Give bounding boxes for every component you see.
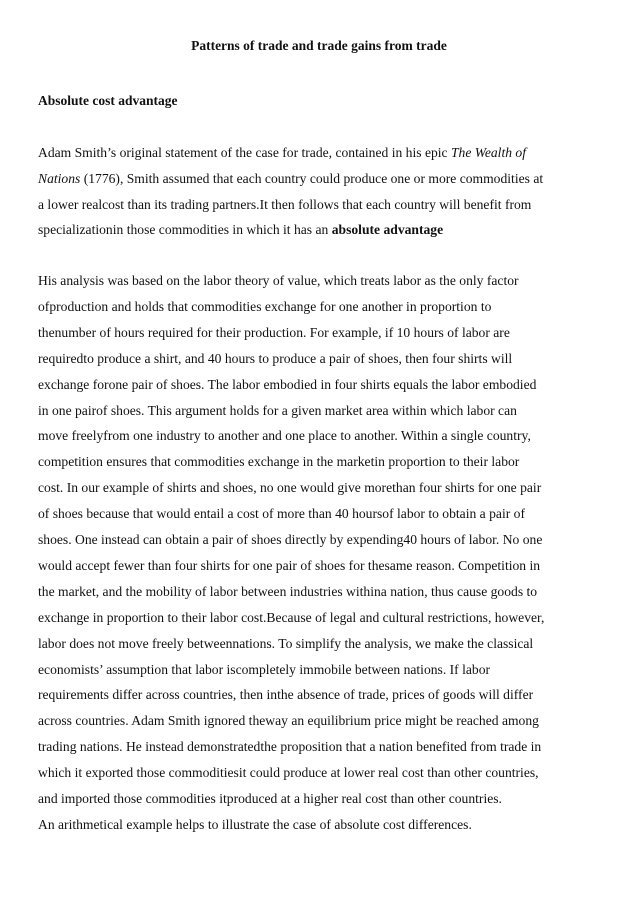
text-run: specializationin those commodities in which it has an (38, 222, 332, 237)
paragraph-line: economists’ assumption that labor iscompletely immobile between nations. If labor (38, 661, 491, 677)
paragraph-line: ofproduction and holds that commodities exchange for one another in proportion to (38, 298, 492, 314)
paragraph-line: which it exported those commoditiesit could produce at lower real cost than other countries, (38, 765, 539, 781)
paragraph-line: exchange forone pair of shoes. The labor embodied in four shirts equals the labor embodied (38, 376, 537, 392)
paragraph-line: the market, and the mobility of labor between industries withina nation, thus cause goods to (38, 583, 538, 599)
paragraph-line: trading nations. He instead demonstratedthe proposition that a nation benefited from trade in (38, 739, 542, 755)
paragraph-line: thenumber of hours required for their production. For example, if 10 hours of labor are (38, 324, 510, 340)
paragraph-line: cost. In our example of shirts and shoes, no one would give morethan four shirts for one pair (38, 480, 542, 496)
text-run: (1776), Smith assumed that each country could produce one or more commodities at (80, 171, 544, 186)
paragraph-line (38, 221, 443, 239)
book-title-italic: The Wealth of (450, 145, 527, 160)
text-run: Adam Smith’s original statement of the case for trade, contained in his epic (38, 145, 451, 160)
key-term-bold: absolute advantage (331, 222, 444, 237)
paragraph-line: An arithmetical example helps to illustrate the case of absolute cost differences. (38, 816, 472, 832)
paragraph-line: and imported those commodities itproduced at a higher real cost than other countries. (38, 791, 502, 806)
paragraph-line: requirements differ across countries, then inthe absence of trade, prices of goods will differ (38, 687, 534, 703)
section-heading: Absolute cost advantage (38, 93, 178, 108)
document-title: Patterns of trade and trade gains from trade (191, 38, 447, 53)
paragraph-line (38, 170, 543, 188)
book-title-italic: Nations (38, 171, 81, 186)
paragraph-line: of shoes because that would entail a cost of more than 40 hoursof labor to obtain a pair of (38, 506, 525, 522)
paragraph-line: exchange in proportion to their labor cost.Because of legal and cultural restrictions, however, (38, 609, 545, 625)
paragraph-line: His analysis was based on the labor theory of value, which treats labor as the only factor (38, 273, 519, 288)
paragraph-line (38, 144, 526, 162)
paragraph-line: would accept fewer than four shirts for one pair of shoes for thesame reason. Competition in (38, 557, 541, 573)
paragraph-line: in one pairof shoes. This argument holds for a given market area within which labor can (38, 402, 517, 418)
paragraph-line: move freelyfrom one industry to another and one place to another. Within a single country, (38, 428, 531, 444)
paragraph-line: requiredto produce a shirt, and 40 hours to produce a pair of shoes, then four shirts will (38, 350, 513, 366)
paragraph-line: labor does not move freely betweennations. To simplify the analysis, we make the classical (38, 635, 534, 651)
paragraph-line: across countries. Adam Smith ignored theway an equilibrium price might be reached among (38, 713, 539, 729)
paragraph-line: a lower realcost than its trading partners.It then follows that each country will benefit from (38, 197, 532, 212)
paragraph-line: competition ensures that commodities exchange in the marketin proportion to their labor (38, 454, 520, 470)
paragraph-line: shoes. One instead can obtain a pair of shoes directly by expending40 hours of labor. No one (38, 532, 543, 547)
